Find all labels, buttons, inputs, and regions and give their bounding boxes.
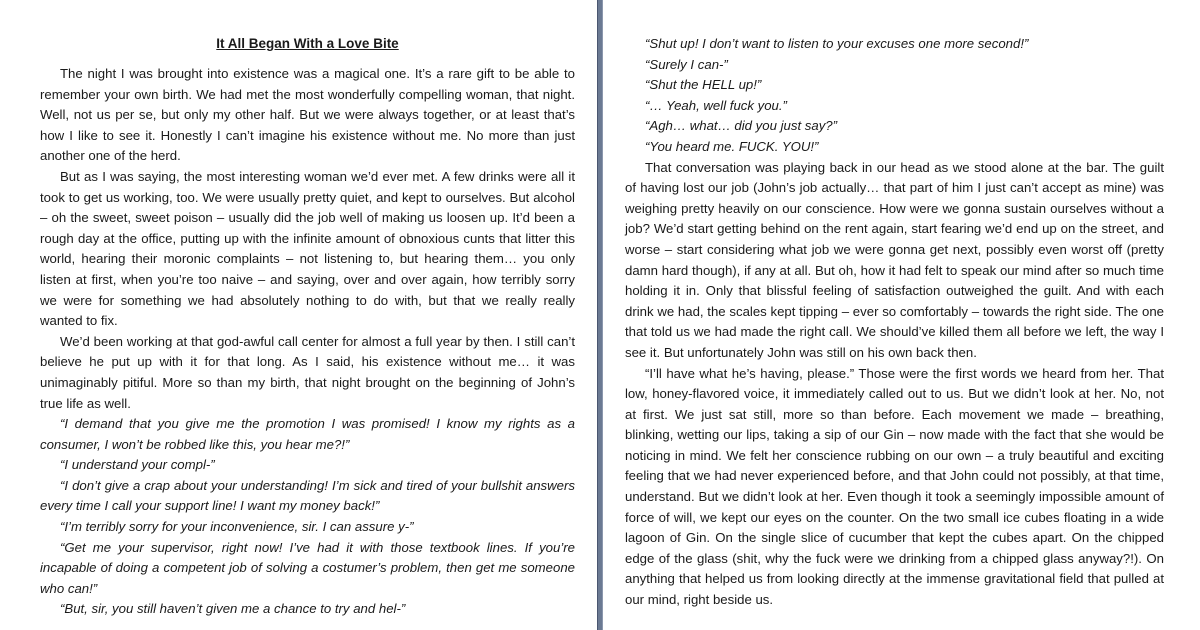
paragraph: That conversation was playing back in our head as we stood alone at the bar. The guilt of having lost our job (John’s job actually… that part of him I just can’t accept as mine) was weighing pretty heavily on our conscience. How were we gonna sustain ourselves without a job? We’d start getting behind on the rent again, start fearing we’d end up on the street, and worse – start considering what job we were gonna get next, possibly even worst off (pretty damn hard though), if any at all. But oh, how it had felt to speak our mind after so much time holding it in. Only that blissful feeling of satisfaction outweighed the guilt. And with each drink we had, the scales kept tipping – ever so comfortably – towards the right side. The one that told us we had made the right call. We should’ve killed them all before we left, the way I see it. But unfortunately John was still on his own back then. bbox=[625, 159, 1164, 360]
dialogue-line: “Shut up! I don’t want to listen to your excuses one more second!” bbox=[645, 36, 1029, 51]
dialogue-line: “I’m terribly sorry for your inconvenience, sir. I can assure y-” bbox=[60, 519, 414, 535]
paragraph: “I’ll have what he’s having, please.” Those were the first words we heard from her. That low, honey-flavored voice, it immediately called out to us. But we didn’t look at her. No, not at first. We just sat still, more so than before. Each movement we made – breathing, blinking, wetting our lips, taking a sip of our Gin – now made with the fact that she would be noticing in mind. We felt her conscience rubbing on our own – a truly beautiful and exciting feeling that we had never experienced before, and that John could not possibly, at that time, understand. But we didn’t look at her. Even though it took a seemingly impossible amount of force of will, we kept our eyes on the counter. On the two small ice cubes floating in a wide lagoon of Gin. On the single slice of cucumber that kept the cubes apart. On the chipped edge of the glass (shit, why the fuck were we drinking from a chipped glass anyway?!). On anything that helped us from looking directly at the immense gravitational field that pulled at our mind, right beside us. bbox=[625, 365, 1164, 608]
dialogue-line: “… Yeah, well fuck you.” bbox=[645, 97, 787, 113]
dialogue-line: “I demand that you give me the promotion I was promised! I know my rights as a consumer, I won’t be robbed like this, you hear me?!” bbox=[40, 416, 575, 452]
dialogue-line: “I understand your compl-” bbox=[60, 457, 215, 473]
right-page bbox=[603, 0, 1200, 630]
paragraph: We’d been working at that god-awful call center for almost a full year by then. I still can’t believe he put up with it for that long. As I said, his existence without me… it was unimaginably pitiful. More so than my birth, that night brought on the beginning of John’s true life as well. bbox=[40, 333, 575, 411]
left-page bbox=[0, 0, 597, 630]
dialogue-line: “Get me your supervisor, right now! I’ve had it with those textbook lines. If you’re incapable of doing a competent job of solving a costumer’s problem, then get me someone who can!” bbox=[40, 539, 575, 596]
document-title: It All Began With a Love Bite bbox=[216, 36, 399, 51]
paragraph: But as I was saying, the most interesting woman we’d ever met. A few drinks were all it took to get us working, too. We were usually pretty quiet, and kept to ourselves. But alcohol – oh the sweet, sweet poison – usually did the job well of making us loosen up. It’d been a rough day at the office, putting up with the infinite amount of obnoxious cunts that litter this world, hearing their moronic complaints – not listening to, but hearing them… you only listen at first, when you’re too naive – and saying, over and over again, how terribly sorry we were for something we had absolutely nothing to do with, but that we really really wanted to fix. bbox=[40, 168, 575, 329]
dialogue-line: “Surely I can-” bbox=[645, 56, 728, 72]
paragraph: The night I was brought into existence was a magical one. It’s a rare gift to be able to remember your own birth. We had met the most wonderfully compelling woman, that night. Well, not us per se, but only my other half. But we were always together, or at least that’s how I like to see it. Honestly I can’t imagine his existence without me. No more than just another one of the herd. bbox=[40, 66, 575, 164]
dialogue-line: “I don’t give a crap about your understanding! I’m sick and tired of your bullshit answers every time I call your support line! I want my money back!” bbox=[40, 477, 575, 514]
dialogue-line: “You heard me. FUCK. YOU!” bbox=[645, 138, 819, 154]
dialogue-line: “Agh… what… did you just say?” bbox=[645, 118, 838, 134]
dialogue-line: “Shut the HELL up!” bbox=[645, 77, 762, 93]
dialogue-line: “But, sir, you still haven’t given me a chance to try and hel-” bbox=[60, 601, 406, 617]
